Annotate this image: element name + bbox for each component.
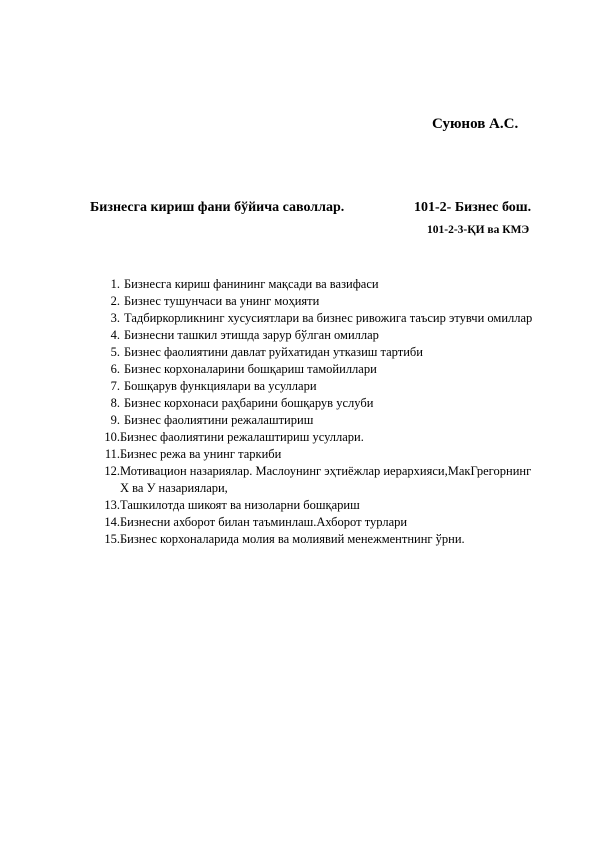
- question-number: 1.: [110, 277, 120, 291]
- question-text: Бизнес корхоналарида молия ва молиявий менежментнинг ўрни.: [120, 532, 465, 546]
- question-item: [100, 293, 540, 310]
- question-number: 13.: [104, 498, 120, 512]
- question-text: Бизнес корхонаси раҳбарини бошқарув услуби: [124, 396, 374, 410]
- question-text: Бизнесга кириш фанининг мақсади ва вазифаси: [124, 277, 379, 291]
- question-item: [100, 497, 540, 514]
- question-item: [100, 276, 540, 293]
- question-text: Бизнес корхоналарини бошқариш тамойиллари: [124, 362, 377, 376]
- question-list: [100, 276, 540, 548]
- question-text: Бизнес фаолиятини режалаштириш: [124, 413, 314, 427]
- question-number: 11.: [104, 447, 120, 461]
- question-number: 8.: [110, 396, 120, 410]
- question-number: 3.: [110, 311, 120, 325]
- question-text: Бизнес режа ва унинг таркиби: [120, 447, 282, 461]
- question-item: [100, 327, 540, 344]
- group-label: 101-2- Бизнес бош.: [414, 200, 532, 215]
- question-item: [100, 378, 540, 395]
- question-number: 15.: [104, 532, 120, 546]
- question-item: [100, 531, 540, 548]
- question-number: 10.: [104, 430, 120, 444]
- question-text: Бошқарув функциялари ва усуллари: [124, 379, 317, 393]
- question-item: [100, 344, 540, 361]
- question-text: Бизнес фаолиятини давлат руйхатидан утказиш тартиби: [124, 345, 423, 359]
- author-name: Суюнов А.С.: [432, 116, 519, 132]
- question-text: Тадбиркорликнинг хусусиятлари ва бизнес ривожига таъсир этувчи омиллар: [124, 311, 533, 325]
- question-item: [100, 429, 540, 446]
- question-item: [100, 361, 540, 378]
- question-text: Мотивацион назариялар. Маслоунинг эҳтиёжлар иерархияси,МакГрегорнинг Х ва У назариялари,: [120, 464, 532, 495]
- question-number: 2.: [110, 294, 120, 308]
- question-text: Бизнес тушунчаси ва унинг моҳияти: [124, 294, 320, 308]
- question-text: Бизнесни ахборот билан таъминлаш.Ахборот турлари: [120, 515, 408, 529]
- subgroup-label: 101-2-3-ҚИ ва КМЭ: [427, 224, 530, 236]
- question-number: 5.: [110, 345, 120, 359]
- question-item: [100, 463, 540, 497]
- question-number: 12.: [104, 464, 120, 478]
- question-text: Бизнесни ташкил этишда зарур бўлган омиллар: [124, 328, 379, 342]
- question-text: Бизнес фаолиятини режалаштириш усуллари.: [120, 430, 364, 444]
- question-number: 6.: [110, 362, 120, 376]
- question-number: 4.: [110, 328, 120, 342]
- question-number: 14.: [104, 515, 120, 529]
- question-item: [100, 310, 540, 327]
- question-item: [100, 395, 540, 412]
- question-number: 7.: [110, 379, 120, 393]
- question-item: [100, 412, 540, 429]
- question-item: [100, 514, 540, 531]
- document-title: Бизнесга кириш фани бўйича саволлар.: [90, 200, 345, 215]
- question-item: [100, 446, 540, 463]
- question-text: Ташкилотда шикоят ва низоларни бошқариш: [120, 498, 360, 512]
- question-number: 9.: [110, 413, 120, 427]
